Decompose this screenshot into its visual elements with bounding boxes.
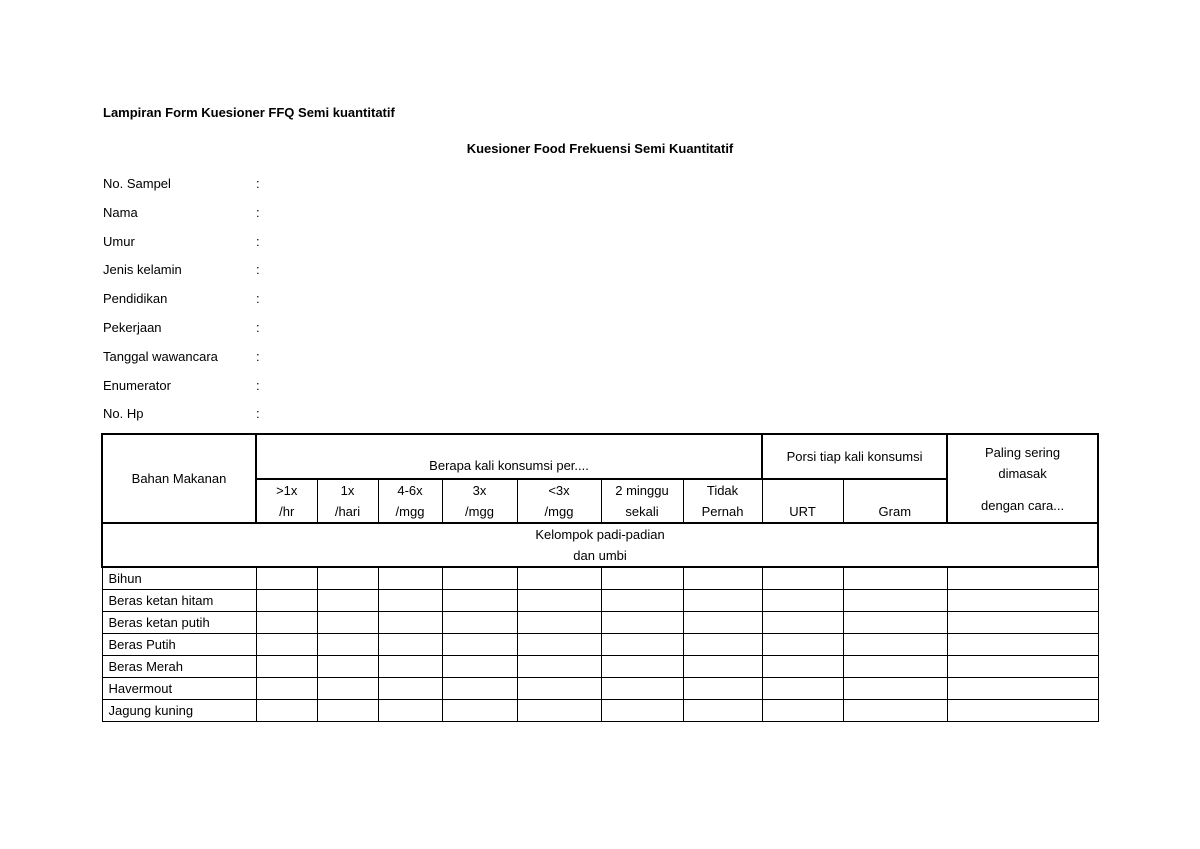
field-pekerjaan xyxy=(103,320,503,349)
group-row xyxy=(102,523,1098,567)
group-label xyxy=(102,523,1098,567)
cell-input[interactable] xyxy=(947,567,1098,590)
food-name: Havermout xyxy=(102,678,256,700)
cell-input[interactable] xyxy=(947,634,1098,656)
field-colon: : xyxy=(256,348,260,364)
field-colon: : xyxy=(256,291,260,307)
field-label: Pendidikan xyxy=(103,291,168,307)
cell-input[interactable] xyxy=(762,590,843,612)
cell-input[interactable] xyxy=(683,612,762,634)
group-label-line2: dan umbi xyxy=(573,548,627,563)
food-name: Beras ketan putih xyxy=(102,612,256,634)
group-label-line1: Kelompok padi-padian xyxy=(535,527,665,542)
cell-input[interactable] xyxy=(378,567,442,590)
field-pendidikan xyxy=(103,291,503,320)
food-name: Beras Merah xyxy=(102,656,256,678)
cell-input[interactable] xyxy=(601,700,683,722)
header-freq-line2: /mgg xyxy=(395,504,425,519)
header-urt: URT xyxy=(762,479,843,523)
cell-input[interactable] xyxy=(843,612,947,634)
cell-input[interactable] xyxy=(442,700,517,722)
cell-input[interactable] xyxy=(378,678,442,700)
header-freq-line2: /mgg xyxy=(544,504,574,519)
cell-input[interactable] xyxy=(317,678,378,700)
field-colon: : xyxy=(256,233,260,249)
cell-input[interactable] xyxy=(442,590,517,612)
cell-input[interactable] xyxy=(517,612,601,634)
cell-input[interactable] xyxy=(947,656,1098,678)
header-gram: Gram xyxy=(843,479,947,523)
header-freq-line1: >1x xyxy=(276,483,298,498)
cell-input[interactable] xyxy=(517,634,601,656)
header-freq-1x-hari xyxy=(317,479,378,523)
cell-input[interactable] xyxy=(442,612,517,634)
form-title: Kuesioner Food Frekuensi Semi Kuantitatif xyxy=(466,141,734,156)
header-freq-line2: /hr xyxy=(279,504,295,519)
cell-input[interactable] xyxy=(442,567,517,590)
header-cara-line2: dimasak xyxy=(998,465,1047,481)
cell-input[interactable] xyxy=(256,656,317,678)
cell-input[interactable] xyxy=(762,678,843,700)
cell-input[interactable] xyxy=(947,678,1098,700)
field-label: No. Sampel xyxy=(103,176,171,191)
cell-input[interactable] xyxy=(843,590,947,612)
cell-input[interactable] xyxy=(843,567,947,590)
cell-input[interactable] xyxy=(683,590,762,612)
cell-input[interactable] xyxy=(601,634,683,656)
cell-input[interactable] xyxy=(683,567,762,590)
field-jenis-kelamin xyxy=(103,262,503,291)
cell-input[interactable] xyxy=(256,590,317,612)
cell-input[interactable] xyxy=(317,700,378,722)
cell-input[interactable] xyxy=(601,678,683,700)
header-freq-line1: 4-6x xyxy=(397,483,423,498)
cell-input[interactable] xyxy=(317,567,378,590)
header-freq-line1: 2 minggu xyxy=(615,483,669,498)
header-freq-gt1-hr xyxy=(256,479,317,523)
field-enumerator xyxy=(103,378,503,407)
cell-input[interactable] xyxy=(601,567,683,590)
cell-input[interactable] xyxy=(683,634,762,656)
cell-input[interactable] xyxy=(517,567,601,590)
cell-input[interactable] xyxy=(317,612,378,634)
cell-input[interactable] xyxy=(762,656,843,678)
cell-input[interactable] xyxy=(762,634,843,656)
cell-input[interactable] xyxy=(378,634,442,656)
document-title: Lampiran Form Kuesioner FFQ Semi kuantitatif xyxy=(103,105,395,120)
cell-input[interactable] xyxy=(256,567,317,590)
header-freq-line2: Pernah xyxy=(701,504,744,519)
cell-input[interactable] xyxy=(317,634,378,656)
cell-input[interactable] xyxy=(601,656,683,678)
table-row xyxy=(102,567,1098,590)
ffq-table xyxy=(101,433,1099,722)
field-umur xyxy=(103,234,503,263)
cell-input[interactable] xyxy=(843,656,947,678)
table-row xyxy=(102,656,1098,678)
header-frekuensi: Berapa kali konsumsi per.... xyxy=(256,434,762,479)
header-freq-line1: <3x xyxy=(548,483,570,498)
cell-input[interactable] xyxy=(843,678,947,700)
field-label: Tanggal wawancara xyxy=(103,348,218,364)
header-cara-line1: Paling sering xyxy=(984,444,1061,460)
header-freq-3x-mgg xyxy=(442,479,517,523)
cell-input[interactable] xyxy=(683,678,762,700)
field-colon: : xyxy=(256,204,260,220)
field-label: Enumerator xyxy=(103,377,171,393)
cell-input[interactable] xyxy=(317,656,378,678)
field-label: Jenis kelamin xyxy=(103,262,182,278)
cell-input[interactable] xyxy=(256,678,317,700)
header-row-top xyxy=(102,434,1098,479)
cell-input[interactable] xyxy=(317,590,378,612)
field-colon: : xyxy=(256,319,260,335)
field-colon: : xyxy=(256,406,260,422)
cell-input[interactable] xyxy=(683,700,762,722)
cell-input[interactable] xyxy=(762,567,843,590)
food-name: Jagung kuning xyxy=(102,700,256,722)
header-freq-line1: Tidak xyxy=(706,483,739,498)
header-porsi: Porsi tiap kali konsumsi xyxy=(762,434,947,479)
header-freq-2-minggu xyxy=(601,479,683,523)
cell-input[interactable] xyxy=(256,634,317,656)
cell-input[interactable] xyxy=(378,700,442,722)
cell-input[interactable] xyxy=(683,656,762,678)
header-freq-line1: 1x xyxy=(340,483,355,498)
cell-input[interactable] xyxy=(843,700,947,722)
food-name: Beras ketan hitam xyxy=(102,590,256,612)
table-row xyxy=(102,678,1098,700)
cell-input[interactable] xyxy=(442,678,517,700)
header-freq-line2: sekali xyxy=(625,504,659,519)
cell-input[interactable] xyxy=(947,590,1098,612)
respondent-fields xyxy=(103,176,503,435)
header-bahan-makanan: Bahan Makanan xyxy=(102,434,256,523)
header-cara-masak xyxy=(947,434,1098,523)
header-freq-line2: /mgg xyxy=(465,504,494,519)
header-freq-4-6x-mgg xyxy=(378,479,442,523)
food-name: Bihun xyxy=(102,567,256,590)
cell-input[interactable] xyxy=(378,590,442,612)
cell-input[interactable] xyxy=(378,656,442,678)
cell-input[interactable] xyxy=(762,612,843,634)
field-label: Pekerjaan xyxy=(103,319,162,335)
header-freq-tidak-pernah xyxy=(683,479,762,523)
cell-input[interactable] xyxy=(256,612,317,634)
cell-input[interactable] xyxy=(517,656,601,678)
field-colon: : xyxy=(256,176,260,191)
cell-input[interactable] xyxy=(442,634,517,656)
header-cara-line3: dengan cara... xyxy=(981,497,1065,513)
cell-input[interactable] xyxy=(517,700,601,722)
field-nama xyxy=(103,205,503,234)
cell-input[interactable] xyxy=(442,656,517,678)
header-freq-line2: /hari xyxy=(334,504,361,519)
field-label: Nama xyxy=(103,204,138,220)
field-no-sampel xyxy=(103,176,503,205)
field-no-hp xyxy=(103,406,503,435)
field-colon: : xyxy=(256,377,260,393)
cell-input[interactable] xyxy=(256,700,317,722)
cell-input[interactable] xyxy=(762,700,843,722)
cell-input[interactable] xyxy=(601,590,683,612)
cell-input[interactable] xyxy=(947,700,1098,722)
cell-input[interactable] xyxy=(947,612,1098,634)
field-label: No. Hp xyxy=(103,406,144,422)
cell-input[interactable] xyxy=(517,678,601,700)
table-row xyxy=(102,612,1098,634)
cell-input[interactable] xyxy=(517,590,601,612)
table-row xyxy=(102,700,1098,722)
table-row xyxy=(102,634,1098,656)
food-name: Beras Putih xyxy=(102,634,256,656)
field-tanggal-wawancara xyxy=(103,349,503,378)
cell-input[interactable] xyxy=(378,612,442,634)
field-label: Umur xyxy=(103,233,135,249)
cell-input[interactable] xyxy=(601,612,683,634)
field-colon: : xyxy=(256,262,260,278)
cell-input[interactable] xyxy=(843,634,947,656)
header-freq-lt3x-mgg xyxy=(517,479,601,523)
header-freq-line1: 3x xyxy=(472,483,487,498)
table-row xyxy=(102,590,1098,612)
